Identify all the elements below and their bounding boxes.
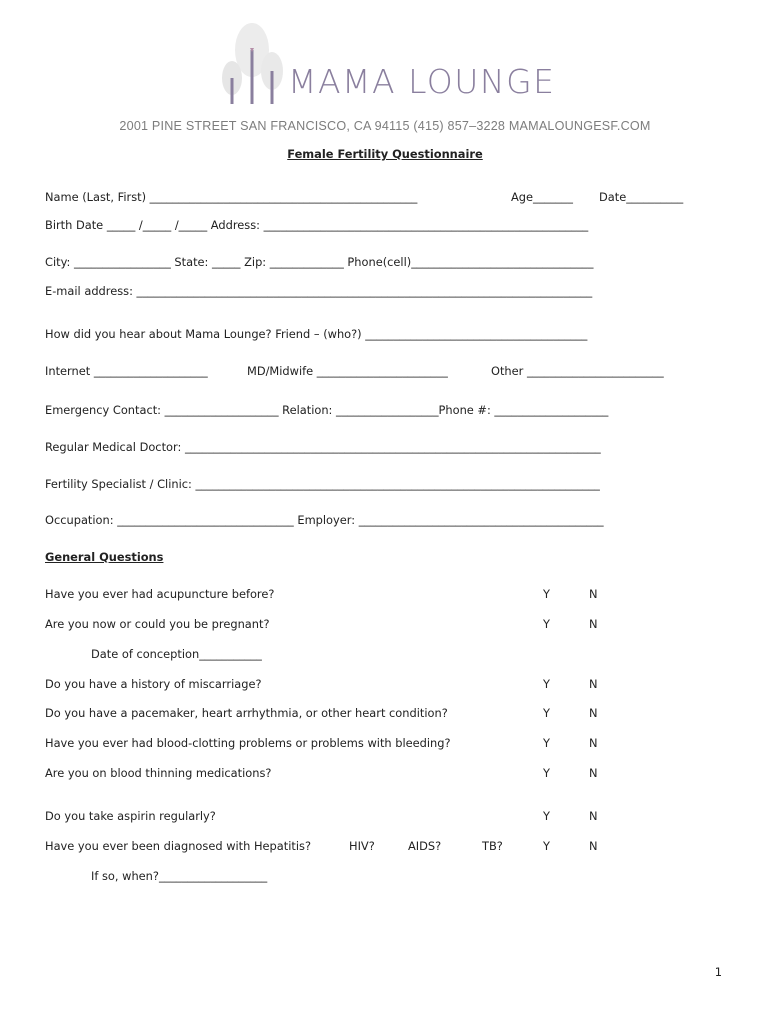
md-midwife-field[interactable]: MD/Midwife _______________________ (247, 364, 448, 378)
question-text: Do you have a pacemaker, heart arrhythmia, or other heart condition? (45, 706, 448, 720)
answer-yes[interactable]: Y (543, 809, 550, 823)
internet-field[interactable]: Internet ____________________ (45, 364, 208, 378)
answer-yes[interactable]: Y (543, 766, 550, 780)
occupation-employer-field[interactable]: Occupation: _______________________________ Employer: ___________________________________________ (45, 513, 604, 527)
question-text: Do you take aspirin regularly? (45, 809, 216, 823)
medical-doctor-field[interactable]: Regular Medical Doctor: _________________________________________________________________________ (45, 440, 601, 454)
answer-yes[interactable]: Y (543, 587, 550, 601)
date-field[interactable]: Date__________ (599, 190, 684, 204)
answer-no[interactable]: N (589, 839, 598, 853)
age-field[interactable]: Age_______ (511, 190, 573, 204)
answer-yes[interactable]: Y (543, 839, 550, 853)
answer-no[interactable]: N (589, 809, 598, 823)
question-text: Do you have a history of miscarriage? (45, 677, 262, 691)
city-state-zip-phone-field[interactable]: City: _________________ State: _____ Zip: _____________ Phone(cell)________________________________ (45, 255, 594, 269)
general-questions-heading: General Questions (45, 550, 164, 564)
tree-icon (222, 23, 283, 104)
answer-yes[interactable]: Y (543, 706, 550, 720)
answer-aids[interactable]: AIDS? (408, 839, 442, 853)
name-field[interactable]: Name (Last, First) _______________________________________________ (45, 190, 418, 204)
answer-no[interactable]: N (589, 736, 598, 750)
referral-field[interactable]: How did you hear about Mama Lounge? Friend – (who?) _______________________________________ (45, 327, 588, 341)
conception-date-field[interactable]: Date of conception___________ (91, 647, 262, 661)
question-text: Have you ever had blood-clotting problems or problems with bleeding? (45, 736, 451, 750)
brand-name: MAMA LOUNGE (288, 62, 556, 101)
question-text: Have you ever been diagnosed with Hepatitis? (45, 839, 312, 853)
question-text: Are you on blood thinning medications? (45, 766, 272, 780)
answer-no[interactable]: N (589, 677, 598, 691)
business-address: 2001 PINE STREET SAN FRANCISCO, CA 94115 (415) 857–3228 MAMALOUNGESF.COM (119, 119, 651, 133)
other-field[interactable]: Other ________________________ (491, 364, 664, 378)
answer-yes[interactable]: Y (543, 677, 550, 691)
answer-hiv[interactable]: HIV? (349, 839, 375, 853)
answer-yes[interactable]: Y (543, 617, 550, 631)
question-text: Have you ever had acupuncture before? (45, 587, 275, 601)
email-field[interactable]: E-mail address: ________________________________________________________________________________ (45, 284, 593, 298)
fertility-specialist-field[interactable]: Fertility Specialist / Clinic: _______________________________________________________________________ (45, 477, 600, 491)
emergency-contact-field[interactable]: Emergency Contact: ____________________ Relation: __________________Phone #: ____________________ (45, 403, 609, 417)
form-title: Female Fertility Questionnaire (287, 147, 483, 161)
page-number: 1 (714, 965, 722, 979)
question-text: Are you now or could you be pregnant? (45, 617, 270, 631)
birth-address-field[interactable]: Birth Date _____ /_____ /_____ Address: _________________________________________________________ (45, 218, 589, 232)
answer-no[interactable]: N (589, 766, 598, 780)
answer-no[interactable]: N (589, 587, 598, 601)
diagnosis-date-field[interactable]: If so, when?___________________ (91, 869, 268, 883)
answer-no[interactable]: N (589, 617, 598, 631)
answer-no[interactable]: N (589, 706, 598, 720)
answer-tb[interactable]: TB? (482, 839, 503, 853)
answer-yes[interactable]: Y (543, 736, 550, 750)
